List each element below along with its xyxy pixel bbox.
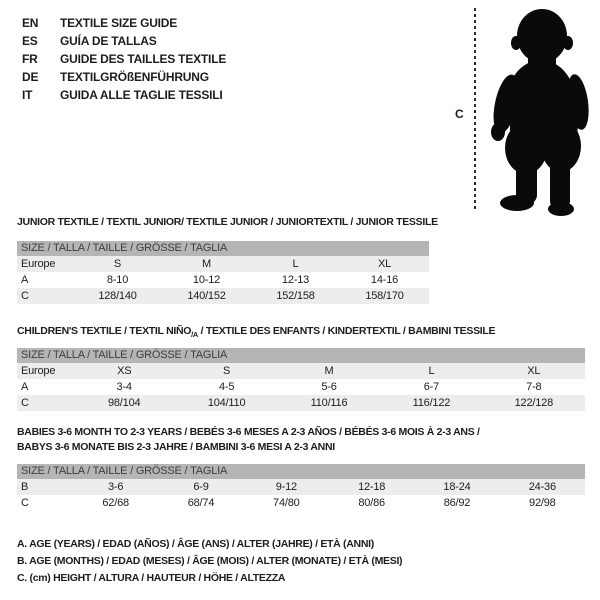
babies-size-table — [17, 464, 585, 511]
size-value-cell: XS — [117, 365, 132, 377]
size-value-cell: 158/170 — [365, 290, 404, 302]
toddler-silhouette — [486, 6, 598, 216]
size-value-cell: 98/104 — [107, 397, 141, 409]
lang-code: IT — [22, 88, 33, 102]
legend-line-c: C. (cm) HEIGHT / ALTURA / HAUTEUR / HÖHE / ALTEZZA — [17, 572, 286, 584]
lang-label: TEXTILGRÖßENFÜHRUNG — [60, 70, 209, 84]
section-title-junior: JUNIOR TEXTILE / TEXTIL JUNIOR/ TEXTILE JUNIOR / JUNIORTEXTIL / JUNIOR TESSILE — [17, 216, 438, 228]
legend-line-a: A. AGE (YEARS) / EDAD (AÑOS) / ÂGE (ANS) / ALTER (JAHRE) / ETÀ (ANNI) — [17, 538, 374, 550]
size-value-cell: 92/98 — [529, 497, 556, 509]
height-measure-label: C — [455, 107, 464, 121]
size-value-cell: L — [428, 365, 435, 377]
row-label-cell: B — [21, 481, 29, 493]
lang-row-en — [22, 14, 226, 32]
size-value-cell: 12-13 — [281, 274, 310, 286]
size-value-cell: 104/110 — [207, 397, 246, 409]
table-row — [17, 479, 585, 495]
row-label-cell: Europe — [21, 365, 56, 377]
size-value-cell: 18-24 — [443, 481, 471, 493]
table-row — [17, 363, 585, 379]
lang-code: EN — [22, 16, 39, 30]
size-table-header-bar: SIZE / TALLA / TAILLE / GRÖSSE / TAGLIA — [17, 464, 585, 479]
size-value-cell: 24-36 — [528, 481, 556, 493]
junior-size-table — [17, 241, 429, 304]
title-text: CHILDREN'S TEXTILE / TEXTIL NIÑO — [17, 325, 192, 337]
size-value-cell: 14-16 — [370, 274, 399, 286]
size-value-cell: 12-18 — [358, 481, 386, 493]
table-row — [17, 495, 585, 511]
table-row — [17, 379, 585, 395]
size-value-cell: 6-9 — [193, 481, 209, 493]
measurement-legend — [17, 536, 402, 587]
table-row — [17, 256, 429, 272]
size-value-cell: 110/116 — [310, 397, 348, 409]
row-label-cell: C — [21, 497, 29, 509]
children-size-table — [17, 348, 585, 411]
size-value-cell: 74/80 — [273, 497, 300, 509]
row-label-cell: Europe — [21, 258, 56, 270]
title-subscript: /A — [191, 330, 199, 340]
section-title-children — [17, 324, 495, 342]
lang-label: TEXTILE SIZE GUIDE — [60, 16, 178, 30]
size-value-cell: 62/68 — [102, 497, 129, 509]
table-row — [17, 272, 429, 288]
size-value-cell: S — [223, 365, 231, 377]
height-measure-dotted-line — [474, 8, 476, 210]
size-value-cell: 116/122 — [412, 397, 451, 409]
language-header — [22, 14, 226, 104]
size-table-header-bar: SIZE / TALLA / TAILLE / GRÖSSE / TAGLIA — [17, 348, 585, 363]
row-label-cell: C — [21, 397, 29, 409]
size-value-cell: XL — [527, 365, 541, 377]
size-value-cell: 68/74 — [187, 497, 215, 509]
size-value-cell: 6-7 — [423, 381, 440, 393]
size-value-cell: 128/140 — [98, 290, 137, 302]
size-value-cell: S — [113, 258, 122, 270]
lang-code: ES — [22, 34, 38, 48]
row-label-cell: C — [21, 290, 29, 302]
lang-label: GUIDA ALLE TAGLIE TESSILI — [60, 88, 223, 102]
title-line-1: BABIES 3-6 MONTH TO 2-3 YEARS / BEBÉS 3-6 MESES A 2-3 AÑOS / BÉBÉS 3-6 MOIS À 2-3 ANS / — [17, 426, 480, 438]
section-title-babies — [17, 425, 537, 455]
size-value-cell: M — [202, 258, 211, 270]
size-value-cell: 10-12 — [192, 274, 221, 286]
size-value-cell: 80/86 — [358, 497, 385, 509]
title-line-2: BABYS 3-6 MONATE BIS 2-3 JAHRE / BAMBINI 3-6 MESI A 2-3 ANNI — [17, 441, 335, 453]
size-value-cell: 8-10 — [106, 274, 129, 286]
lang-code: DE — [22, 70, 39, 84]
lang-row-es — [22, 32, 226, 50]
size-value-cell: 86/92 — [443, 497, 471, 509]
size-value-cell: 4-5 — [218, 381, 235, 393]
size-value-cell: M — [324, 365, 334, 377]
title-text: / TEXTILE DES ENFANTS / KINDERTEXTIL / BAMBINI TESSILE — [198, 325, 496, 337]
table-row — [17, 395, 585, 411]
lang-label: GUÍA DE TALLAS — [60, 34, 157, 48]
size-value-cell: 122/128 — [514, 397, 554, 409]
size-value-cell: 9-12 — [275, 481, 297, 493]
size-value-cell: 3-4 — [116, 381, 132, 393]
lang-code: FR — [22, 52, 38, 66]
lang-row-it — [22, 86, 226, 104]
size-value-cell: 152/158 — [276, 290, 315, 302]
legend-line-b: B. AGE (MONTHS) / EDAD (MESES) / ÂGE (MOIS) / ALTER (MONATE) / ETÀ (MESI) — [17, 555, 403, 567]
size-value-cell: 7-8 — [526, 381, 542, 393]
row-label-cell: A — [21, 274, 29, 286]
size-value-cell: 3-6 — [108, 481, 124, 493]
row-label-cell: A — [21, 381, 29, 393]
size-value-cell: L — [292, 258, 299, 270]
size-value-cell: XL — [377, 258, 392, 270]
lang-row-fr — [22, 50, 226, 68]
size-value-cell: 140/152 — [187, 290, 226, 302]
table-row — [17, 288, 429, 304]
lang-label: GUIDE DES TAILLES TEXTILE — [60, 52, 227, 66]
size-value-cell: 5-6 — [321, 381, 337, 393]
lang-row-de — [22, 68, 226, 86]
size-table-header-bar: SIZE / TALLA / TAILLE / GRÖSSE / TAGLIA — [17, 241, 429, 256]
